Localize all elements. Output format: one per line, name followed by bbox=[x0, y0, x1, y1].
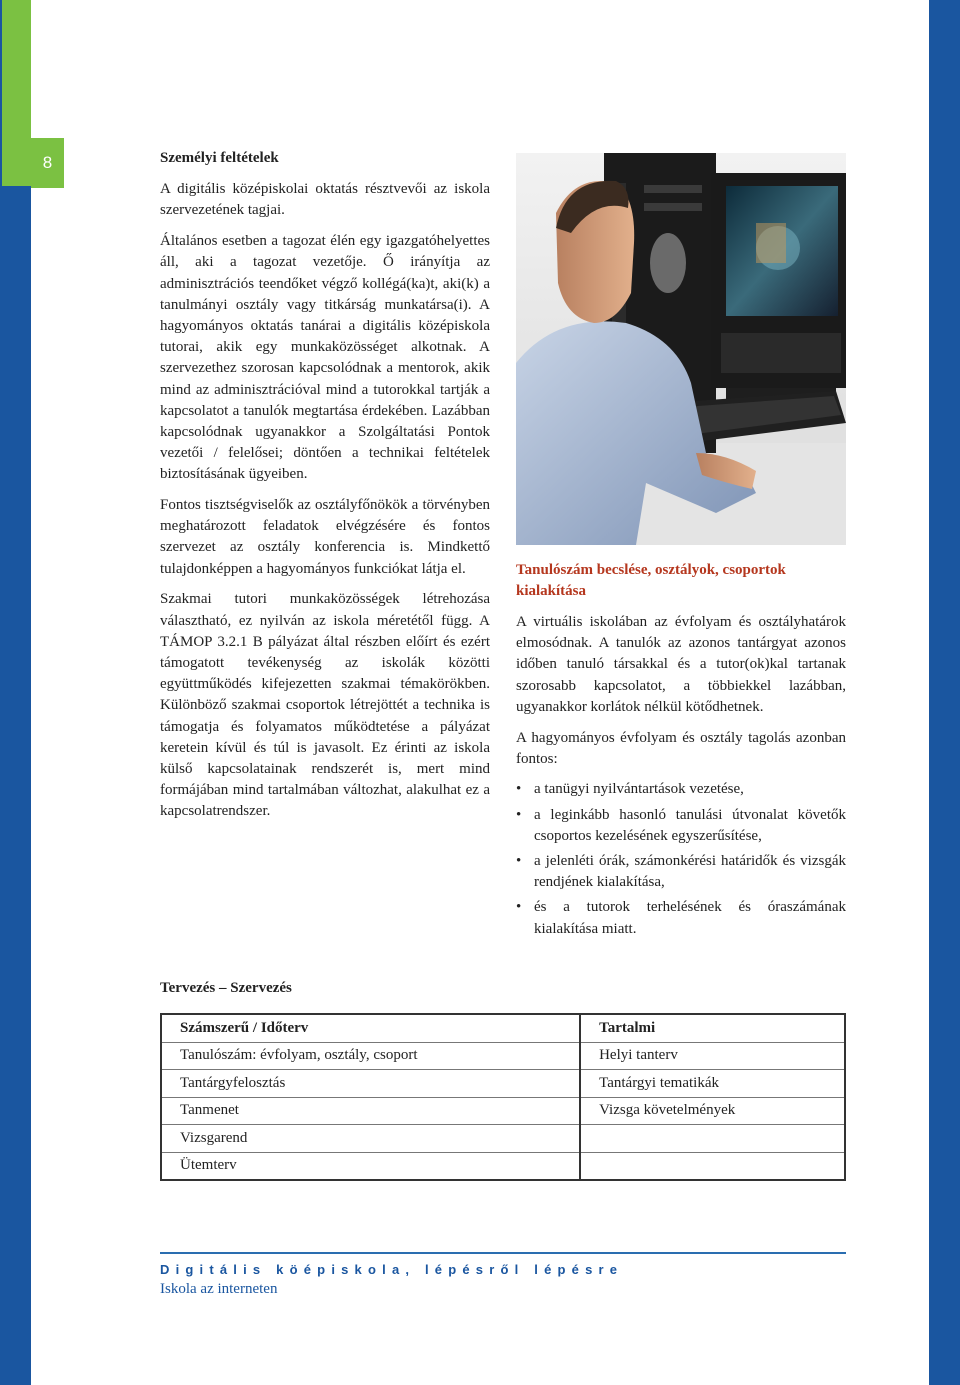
footer-subtitle: Iskola az interneten bbox=[160, 1281, 278, 1297]
table-cell: Tantárgyfelosztás bbox=[161, 1070, 580, 1098]
table-row bbox=[161, 1125, 845, 1153]
table-header-row bbox=[161, 1014, 845, 1042]
list-item bbox=[516, 851, 846, 893]
planning-table bbox=[160, 1013, 846, 1181]
personal-paragraph-2: Általános esetben a tagozat élén egy igazgatóhelyettes áll, aki a tagozat vezetője. Ő irányítja az adminisztrációs teendőket végző kollégá(ka)t, aki(k) a tanulmányi osztály vagy titkárság munkatársa(i). A hagyományos oktatás tanárai a digitális középiskola tutorai, akik egy munkaközösséget alkotnak. A szervezethez szorosan kapcsolódnak a mentorok, akik mind az adminisztrációval mind a tutorokkal tartják a kapcsolatot a tanulók megtartása érdekében. Lazábban kapcsolódnak ugyanakkor a Szolgáltatási Pontok vezetői / felelősei; döntően a technikai feltételek biztosításának ügyeiben. bbox=[160, 233, 490, 483]
personal-paragraph-4: Szakmai tutori munkaközösségek létrehozása választható, ez nyilván az iskola méretétől függ. A TÁMOP 3.2.1 B pályázat által részben előírt és ezért támogatott tevékenység az iskolák közötti együttműködés kifejezetten szakmai témakörökben. Különböző szakmai csoportok létrejöttét a technika is támogatja és folyamatos működtetése a pályázat keretein kívül és túl is javasolt. Ez érinti az iskola külső kapcsolatainak rendszerét is, mert mind formájában mind tartalmában változhat, alakulhat ez a kapcsolatrendszer. bbox=[160, 591, 490, 820]
table-header-content: Tartalmi bbox=[580, 1014, 845, 1042]
table-cell: Ütemterv bbox=[161, 1152, 580, 1180]
list-item-text: a tanügyi nyilvántartások vezetése, bbox=[534, 781, 744, 798]
left-margin-bar bbox=[0, 0, 31, 1385]
table-cell: Tantárgyi tematikák bbox=[580, 1070, 845, 1098]
table-cell: Helyi tanterv bbox=[580, 1042, 845, 1070]
personal-section bbox=[160, 148, 490, 832]
table-cell: Tanulószám: évfolyam, osztály, csoport bbox=[161, 1042, 580, 1070]
list-item bbox=[516, 805, 846, 847]
footer-divider bbox=[160, 1252, 846, 1254]
estimate-paragraph-2: A hagyományos évfolyam és osztály tagolás azonban fontos: bbox=[516, 729, 846, 767]
table-cell bbox=[580, 1152, 845, 1180]
list-item-text: és a tutorok terhelésének és óraszámának kialakítása miatt. bbox=[534, 899, 846, 937]
list-item-text: a leginkább hasonló tanulási útvonalat követők csoportos kezelésének egyszerűsítése, bbox=[534, 806, 846, 844]
table-cell: Vizsga követelmények bbox=[580, 1097, 845, 1125]
list-item bbox=[516, 897, 846, 939]
table-row bbox=[161, 1042, 845, 1070]
page-number: 8 bbox=[31, 138, 64, 188]
table-row bbox=[161, 1152, 845, 1180]
personal-title: Személyi feltételek bbox=[160, 150, 279, 166]
table-cell: Vizsgarend bbox=[161, 1125, 580, 1153]
bullet-icon: • bbox=[516, 781, 522, 798]
list-item bbox=[516, 779, 846, 800]
green-accent-bar bbox=[2, 0, 31, 186]
man-at-computer-photo bbox=[516, 153, 846, 545]
personal-paragraph-1: A digitális középiskolai oktatás résztvevői az iskola szervezetének tagjai. bbox=[160, 181, 490, 219]
bullet-icon: • bbox=[516, 853, 522, 870]
table-row bbox=[161, 1070, 845, 1098]
table-cell: Tanmenet bbox=[161, 1097, 580, 1125]
planning-title: Tervezés – Szervezés bbox=[160, 980, 292, 996]
bullet-icon: • bbox=[516, 806, 522, 823]
bullet-icon: • bbox=[516, 899, 522, 916]
table-cell bbox=[580, 1125, 845, 1153]
table-row bbox=[161, 1097, 845, 1125]
table-header-quantitative: Számszerű / Időterv bbox=[161, 1014, 580, 1042]
estimate-section bbox=[516, 560, 846, 944]
estimate-bullet-list bbox=[516, 779, 846, 939]
personal-paragraph-3: Fontos tisztségviselők az osztályfőnökök a törvényben meghatározott feladatok elvégzésére és fontos szervezet az osztály konferencia is. Mindkettő tulajdonképpen a hagyományos funkciókat látja el. bbox=[160, 497, 490, 577]
estimate-title: Tanulószám becslése, osztályok, csoportok kialakítása bbox=[516, 562, 786, 599]
estimate-paragraph-1: A virtuális iskolában az évfolyam és osztályhatárok elmosódnak. A tanulók az azonos tantárgyat azonos időben tanuló társakkal és a tutor(ok)kal tartanak szorosabb kapcsolatot, a többiekkel lazábban, ugyanakkor korlátok nélkül kötődhetnek. bbox=[516, 614, 846, 715]
list-item-text: a jelenléti órák, számonkérési határidők és vizsgák rendjének kialakítása, bbox=[534, 853, 846, 891]
footer-title: Digitális köépiskola, lépésről lépésre bbox=[160, 1262, 624, 1277]
right-margin-bar bbox=[929, 0, 960, 1385]
